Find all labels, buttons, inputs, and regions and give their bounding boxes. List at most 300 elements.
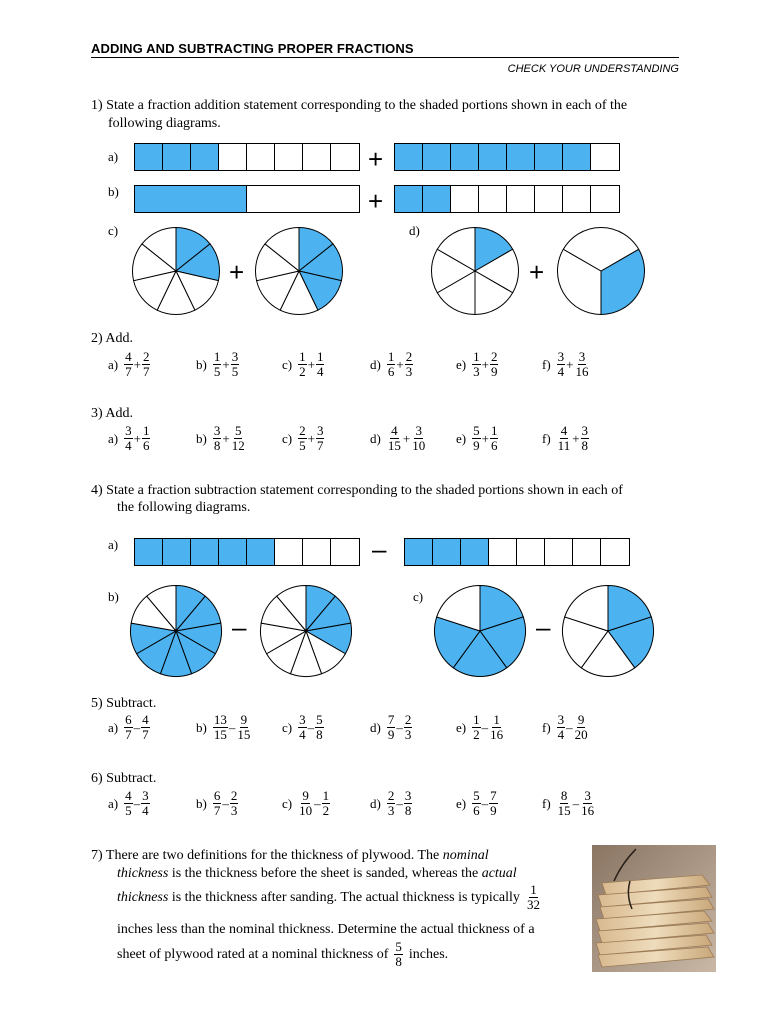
q1a-right-bar-cell-shaded: [563, 144, 591, 170]
q3-problem-label: b): [196, 430, 207, 446]
q2-fraction-right: [575, 350, 590, 379]
q2-operator: +: [222, 356, 230, 372]
q1a-plus-sign: +: [368, 144, 384, 174]
q4a-left-bar-cell-shaded: [219, 539, 247, 565]
q3-operator: +: [402, 430, 411, 446]
q2-problem: [282, 350, 324, 379]
q5-fraction-left: [124, 713, 133, 742]
q5-operator: –: [133, 719, 141, 735]
q5-problem: [542, 713, 589, 742]
q5-fraction-left-numerator: 13: [213, 712, 227, 727]
q3-fraction-left-numerator: 3: [125, 423, 132, 438]
q6-fraction-left: [557, 789, 572, 818]
q3-fraction-left: [557, 424, 572, 453]
q2-problem-label: c): [282, 356, 293, 372]
q1b-right-bar-cell: [451, 186, 479, 212]
q3-fraction-right-numerator: 3: [581, 423, 589, 438]
q4c-label: c): [413, 589, 424, 604]
q3-fraction-left: [213, 424, 222, 453]
q5-problem-label: f): [542, 719, 551, 735]
q3-fraction-left-numerator: 3: [213, 423, 221, 438]
header-rule: [91, 57, 679, 58]
q5-fraction-left-numerator: 1: [473, 712, 480, 727]
q6-fraction-left-numerator: 8: [560, 788, 568, 803]
q5-prompt: 5) Subtract.: [91, 696, 157, 711]
q6-problem: [542, 789, 595, 818]
q6-problem: [196, 789, 238, 818]
q4a-left-bar-cell: [331, 539, 359, 565]
q5-problem: [370, 713, 412, 742]
q3-fraction-right-numerator: 5: [234, 423, 242, 438]
q6-fraction-right: [230, 789, 239, 818]
q5-fraction-right: [236, 713, 251, 742]
q6-fraction-right: [322, 789, 331, 818]
q4a-right-bar-cell: [517, 539, 545, 565]
q4a-right-bar: [404, 538, 630, 566]
q5-fraction-right-numerator: 4: [142, 712, 149, 727]
q6-operator: –: [396, 795, 403, 811]
q2-fraction-right: [490, 350, 499, 379]
q2-problem-label: b): [196, 356, 207, 372]
q3-fraction-left-denominator: 9: [473, 438, 480, 453]
q5-problem-label: a): [108, 719, 119, 735]
q3-fraction-left-denominator: 5: [299, 438, 306, 453]
q5-fraction-left: [387, 713, 396, 742]
q2-fraction-right-denominator: 16: [575, 364, 589, 379]
q2-fraction-left-denominator: 5: [213, 364, 221, 379]
q5-operator: –: [396, 719, 403, 735]
q1b-left-bar-cell-shaded: [135, 186, 247, 212]
q6-fraction-left-numerator: 6: [213, 788, 221, 803]
q5-fraction-left-denominator: 7: [125, 727, 132, 742]
q4b-minus-sign: –: [232, 612, 247, 642]
q3-fraction-right-denominator: 12: [231, 438, 245, 453]
q2-fraction-left-denominator: 2: [299, 364, 306, 379]
q5-fraction-right-denominator: 7: [142, 727, 149, 742]
q2-operator: +: [307, 356, 315, 372]
q6-problem-label: a): [108, 795, 119, 811]
q3-fraction-left: [387, 424, 402, 453]
q2-fraction-left-numerator: 3: [557, 349, 565, 364]
q1a-right-bar-cell: [591, 144, 619, 170]
q3-fraction-right-denominator: 6: [490, 438, 498, 453]
q2-fraction-right-denominator: 5: [231, 364, 239, 379]
q2-problem-label: a): [108, 356, 119, 372]
q3-fraction-right-numerator: 3: [415, 423, 422, 438]
q3-fraction-left-denominator: 11: [557, 438, 571, 453]
q2-fraction-left: [387, 350, 396, 379]
q6-fraction-left-numerator: 4: [125, 788, 132, 803]
q5-fraction-left-denominator: 2: [473, 727, 480, 742]
q4a-left-bar-cell-shaded: [247, 539, 275, 565]
q6-fraction-left-denominator: 5: [125, 803, 132, 818]
q4a-right-bar-cell: [545, 539, 573, 565]
q5-fraction-right-denominator: 8: [316, 727, 323, 742]
q2-problem: [196, 350, 239, 379]
q2-fraction-right-numerator: 2: [405, 349, 413, 364]
q3-fraction-right-denominator: 7: [316, 438, 324, 453]
q3-operator: +: [307, 430, 315, 446]
q3-fraction-left: [124, 424, 133, 453]
q2-fraction-right-denominator: 3: [405, 364, 413, 379]
q3-problem-label: e): [456, 430, 467, 446]
q2-problem-label: e): [456, 356, 467, 372]
q5-problem: [456, 713, 504, 742]
q1a-right-bar-cell-shaded: [535, 144, 563, 170]
q3-fraction-left: [298, 424, 307, 453]
q1d-right-circle: [556, 226, 646, 316]
q3-fraction-left-denominator: 4: [125, 438, 132, 453]
q4a-left-bar: [134, 538, 360, 566]
q5-fraction-right-denominator: 3: [404, 727, 412, 742]
worksheet-title: ADDING AND SUBTRACTING PROPER FRACTIONS: [91, 41, 414, 56]
q1c-left-circle: [131, 226, 221, 316]
q5-fraction-right-numerator: 1: [493, 712, 500, 727]
q3-fraction-right-denominator: 6: [142, 438, 150, 453]
q6-problem: [456, 789, 498, 818]
q5-problem-label: d): [370, 719, 381, 735]
q5-fraction-left: [298, 713, 307, 742]
q5-fraction-right-denominator: 16: [490, 727, 504, 742]
q6-fraction-right-denominator: 3: [230, 803, 238, 818]
q5-operator: –: [307, 719, 315, 735]
q2-fraction-left-denominator: 7: [125, 364, 132, 379]
q3-problem-label: c): [282, 430, 293, 446]
q2-operator: +: [481, 356, 489, 372]
q3-problem-label: f): [542, 430, 551, 446]
q6-problem-label: d): [370, 795, 381, 811]
q4a-left-bar-cell-shaded: [135, 539, 163, 565]
q1d-label: d): [409, 223, 420, 238]
q1d-left-circle: [430, 226, 520, 316]
q1a-right-bar-cell-shaded: [423, 144, 451, 170]
q7-fraction-1-32: $\frac{1}{32}$: [526, 882, 540, 912]
q1d-plus-sign: +: [529, 257, 545, 287]
q2-fraction-right-denominator: 9: [490, 364, 498, 379]
q6-operator: –: [222, 795, 229, 811]
q2-problem: [370, 350, 413, 379]
q4a-label: a): [108, 537, 119, 552]
q3-fraction-right-numerator: 3: [316, 423, 324, 438]
q6-fraction-left-numerator: 2: [387, 788, 395, 803]
q5-fraction-right: [315, 713, 324, 742]
q6-problem: [282, 789, 330, 818]
q6-fraction-left-denominator: 15: [557, 803, 571, 818]
q6-fraction-left-denominator: 6: [473, 803, 480, 818]
q5-problem-label: b): [196, 719, 207, 735]
q5-fraction-left-denominator: 4: [557, 727, 565, 742]
q5-problem-label: c): [282, 719, 293, 735]
q3-problem: [370, 424, 426, 453]
q2-problem: [108, 350, 150, 379]
q7-line5: sheet of plywood rated at a nominal thickness of $\frac{5}{8}$ inches.: [117, 939, 449, 969]
q6-fraction-left-numerator: 9: [302, 788, 309, 803]
q1a-left-bar-cell: [331, 144, 359, 170]
q3-fraction-right: [231, 424, 246, 453]
q2-operator: +: [396, 356, 404, 372]
q5-fraction-left: [213, 713, 228, 742]
q6-fraction-right-numerator: 3: [142, 788, 149, 803]
q1a-left-bar-cell: [275, 144, 303, 170]
q5-fraction-right: [141, 713, 150, 742]
q1a-left-bar-cell-shaded: [191, 144, 219, 170]
q2-fraction-left-numerator: 1: [387, 349, 395, 364]
q3-fraction-right: [411, 424, 426, 453]
q1a-left-bar-cell: [247, 144, 275, 170]
q6-fraction-right: [489, 789, 498, 818]
q2-fraction-right-numerator: 3: [231, 349, 239, 364]
q2-fraction-left-denominator: 6: [387, 364, 395, 379]
q3-fraction-right: [316, 424, 325, 453]
q1b-right-bar-cell: [507, 186, 535, 212]
q6-problem: [370, 789, 412, 818]
q6-problem: [108, 789, 150, 818]
q5-fraction-right-numerator: 5: [316, 712, 323, 727]
q1a-right-bar-cell-shaded: [395, 144, 423, 170]
q4a-left-bar-cell: [303, 539, 331, 565]
q2-problem-label: f): [542, 356, 551, 372]
q3-fraction-left-numerator: 4: [391, 423, 398, 438]
q3-operator: +: [481, 430, 489, 446]
q6-fraction-left: [472, 789, 481, 818]
q3-fraction-left-numerator: 4: [560, 423, 568, 438]
q4-prompt-line2: the following diagrams.: [117, 500, 251, 515]
q4-prompt-line1: 4) State a fraction subtraction statement corresponding to the shaded portions shown in each of: [91, 483, 623, 498]
q2-fraction-right-numerator: 2: [490, 349, 498, 364]
q2-fraction-left: [298, 350, 307, 379]
plywood-stack-photo: [592, 845, 716, 972]
q6-fraction-right-numerator: 7: [490, 788, 497, 803]
q5-fraction-right: [574, 713, 589, 742]
q6-fraction-right: [580, 789, 595, 818]
q6-fraction-left: [387, 789, 396, 818]
q6-fraction-left: [124, 789, 133, 818]
q3-problem-label: a): [108, 430, 119, 446]
q3-fraction-right-numerator: 1: [490, 423, 498, 438]
q3-fraction-right-denominator: 10: [412, 438, 426, 453]
q3-problem-label: d): [370, 430, 381, 446]
q6-operator: –: [314, 795, 321, 811]
q3-fraction-left: [472, 424, 481, 453]
q5-fraction-right-numerator: 2: [404, 712, 412, 727]
q1b-right-bar-cell: [535, 186, 563, 212]
q4b-label: b): [108, 589, 119, 604]
q2-fraction-right: [316, 350, 325, 379]
q5-operator: –: [228, 719, 236, 735]
q4a-right-bar-cell-shaded: [461, 539, 489, 565]
q5-fraction-left-denominator: 15: [213, 727, 227, 742]
q5-fraction-right-denominator: 20: [574, 727, 588, 742]
q1c-label: c): [108, 223, 119, 238]
q6-problem-label: b): [196, 795, 207, 811]
q5-fraction-left-denominator: 4: [299, 727, 306, 742]
q1-prompt-line1: 1) State a fraction addition statement corresponding to the shaded portions shown in each of the: [91, 98, 628, 113]
q1b-plus-sign: +: [368, 186, 384, 216]
q1b-right-bar-cell: [479, 186, 507, 212]
q4a-left-bar-cell-shaded: [163, 539, 191, 565]
q6-problem-label: c): [282, 795, 293, 811]
q1b-left-bar-cell: [247, 186, 359, 212]
q5-fraction-left: [557, 713, 566, 742]
q1c-plus-sign: +: [229, 257, 245, 287]
q5-operator: –: [566, 719, 573, 735]
q3-problem: [542, 424, 589, 453]
q5-fraction-left: [472, 713, 481, 742]
q6-fraction-left-numerator: 5: [473, 788, 480, 803]
q6-fraction-right-numerator: 1: [322, 788, 330, 803]
q3-fraction-left-numerator: 2: [299, 423, 306, 438]
q6-operator: –: [133, 795, 141, 811]
q1-prompt-line2: following diagrams.: [108, 116, 221, 131]
q2-fraction-left-numerator: 1: [473, 349, 480, 364]
q6-prompt: 6) Subtract.: [91, 771, 157, 786]
q3-problem: [282, 424, 324, 453]
q4a-right-bar-cell-shaded: [405, 539, 433, 565]
q6-fraction-right-denominator: 4: [142, 803, 149, 818]
q4a-right-bar-cell-shaded: [433, 539, 461, 565]
q3-operator: +: [133, 430, 141, 446]
q1b-left-bar: [134, 185, 360, 213]
q1b-right-bar-cell: [563, 186, 591, 212]
q2-fraction-left-numerator: 1: [213, 349, 221, 364]
q2-problem: [542, 350, 590, 379]
q5-fraction-right: [489, 713, 504, 742]
q4a-right-bar-cell: [489, 539, 517, 565]
q1a-left-bar-cell: [303, 144, 331, 170]
q6-fraction-left-denominator: 3: [387, 803, 395, 818]
q3-fraction-left-denominator: 15: [387, 438, 401, 453]
q2-operator: +: [566, 356, 574, 372]
q6-fraction-left: [213, 789, 222, 818]
q6-fraction-left: [298, 789, 313, 818]
q7-fraction-5-8: $\frac{5}{8}$: [395, 939, 402, 969]
q6-fraction-right-denominator: 16: [581, 803, 595, 818]
q6-fraction-right: [141, 789, 150, 818]
q4a-left-bar-cell: [275, 539, 303, 565]
q6-operator: –: [481, 795, 489, 811]
q2-fraction-right-numerator: 2: [142, 349, 150, 364]
q5-operator: –: [481, 719, 489, 735]
q4b-right-circle: [259, 584, 353, 678]
q2-fraction-right-numerator: 1: [316, 349, 324, 364]
q1a-label: a): [108, 149, 119, 164]
q6-operator: –: [572, 795, 580, 811]
q3-fraction-right: [581, 424, 590, 453]
q1b-right-bar-cell-shaded: [395, 186, 423, 212]
q7-line3: thickness is the thickness after sanding. The actual thickness is typically $\frac{1}{32}$: [117, 882, 540, 912]
q1a-right-bar: [394, 143, 620, 171]
q2-fraction-right: [142, 350, 151, 379]
q1a-right-bar-cell-shaded: [507, 144, 535, 170]
q6-fraction-right-denominator: 8: [404, 803, 412, 818]
q3-fraction-right: [490, 424, 499, 453]
q7-line2: thickness is the thickness before the sheet is sanded, whereas the actual: [117, 866, 517, 881]
q2-fraction-left: [213, 350, 222, 379]
q2-fraction-left-denominator: 4: [557, 364, 565, 379]
q5-fraction-right-numerator: 9: [240, 712, 248, 727]
q4c-minus-sign: –: [536, 612, 551, 642]
q7-line1: 7) There are two definitions for the thickness of plywood. The nominal: [91, 848, 489, 863]
q2-fraction-left: [472, 350, 481, 379]
q6-fraction-right-denominator: 9: [490, 803, 497, 818]
q2-fraction-right-denominator: 4: [316, 364, 324, 379]
q2-fraction-left: [124, 350, 133, 379]
q5-fraction-right: [404, 713, 413, 742]
q5-fraction-left-numerator: 6: [125, 712, 132, 727]
q2-fraction-left: [557, 350, 566, 379]
q6-fraction-right-numerator: 2: [230, 788, 238, 803]
q2-problem-label: d): [370, 356, 381, 372]
q3-fraction-left-numerator: 5: [473, 423, 480, 438]
q5-fraction-right-denominator: 15: [237, 727, 251, 742]
q4c-right-circle: [561, 584, 655, 678]
q7-line4: inches less than the nominal thickness. Determine the actual thickness of a: [117, 922, 535, 937]
q6-fraction-left-denominator: 7: [213, 803, 221, 818]
q2-fraction-right-numerator: 3: [578, 349, 586, 364]
q6-fraction-right-numerator: 3: [404, 788, 412, 803]
q1b-right-bar-cell-shaded: [423, 186, 451, 212]
q5-problem-label: e): [456, 719, 467, 735]
q5-problem: [196, 713, 251, 742]
q3-problem: [456, 424, 498, 453]
q1b-label: b): [108, 184, 119, 199]
q5-fraction-left-numerator: 7: [387, 712, 395, 727]
q1a-left-bar: [134, 143, 360, 171]
q5-problem: [108, 713, 150, 742]
q3-fraction-left-denominator: 8: [213, 438, 221, 453]
q1a-left-bar-cell: [219, 144, 247, 170]
q6-fraction-left-denominator: 10: [299, 803, 313, 818]
q3-fraction-right: [142, 424, 151, 453]
q2-prompt: 2) Add.: [91, 331, 133, 346]
q1a-left-bar-cell-shaded: [163, 144, 191, 170]
q4a-right-bar-cell: [573, 539, 601, 565]
q5-fraction-right-numerator: 9: [577, 712, 585, 727]
q1a-right-bar-cell-shaded: [451, 144, 479, 170]
worksheet-subtitle: CHECK YOUR UNDERSTANDING: [507, 63, 679, 75]
q6-fraction-right-numerator: 3: [584, 788, 591, 803]
q2-fraction-left-denominator: 3: [473, 364, 480, 379]
q3-operator: +: [222, 430, 230, 446]
q3-problem: [108, 424, 150, 453]
q1c-right-circle: [254, 226, 344, 316]
q6-fraction-right-denominator: 2: [322, 803, 330, 818]
q2-fraction-right: [405, 350, 414, 379]
q5-problem: [282, 713, 324, 742]
q1a-right-bar-cell-shaded: [479, 144, 507, 170]
q4a-right-bar-cell: [601, 539, 629, 565]
q2-fraction-left-numerator: 1: [299, 349, 306, 364]
q4a-left-bar-cell-shaded: [191, 539, 219, 565]
q2-operator: +: [133, 356, 141, 372]
q1b-right-bar-cell: [591, 186, 619, 212]
q1a-left-bar-cell-shaded: [135, 144, 163, 170]
q5-fraction-left-numerator: 3: [557, 712, 565, 727]
q4c-left-circle: [433, 584, 527, 678]
q6-fraction-right: [404, 789, 413, 818]
q4a-minus-sign: –: [372, 534, 387, 564]
q3-fraction-right-denominator: 8: [581, 438, 589, 453]
q2-problem: [456, 350, 498, 379]
q3-problem: [196, 424, 246, 453]
q3-operator: +: [572, 430, 580, 446]
q5-fraction-left-numerator: 3: [299, 712, 306, 727]
q2-fraction-left-numerator: 4: [125, 349, 132, 364]
q4b-left-circle: [129, 584, 223, 678]
q6-problem-label: e): [456, 795, 467, 811]
q2-fraction-right: [231, 350, 240, 379]
q5-fraction-left-denominator: 9: [387, 727, 395, 742]
